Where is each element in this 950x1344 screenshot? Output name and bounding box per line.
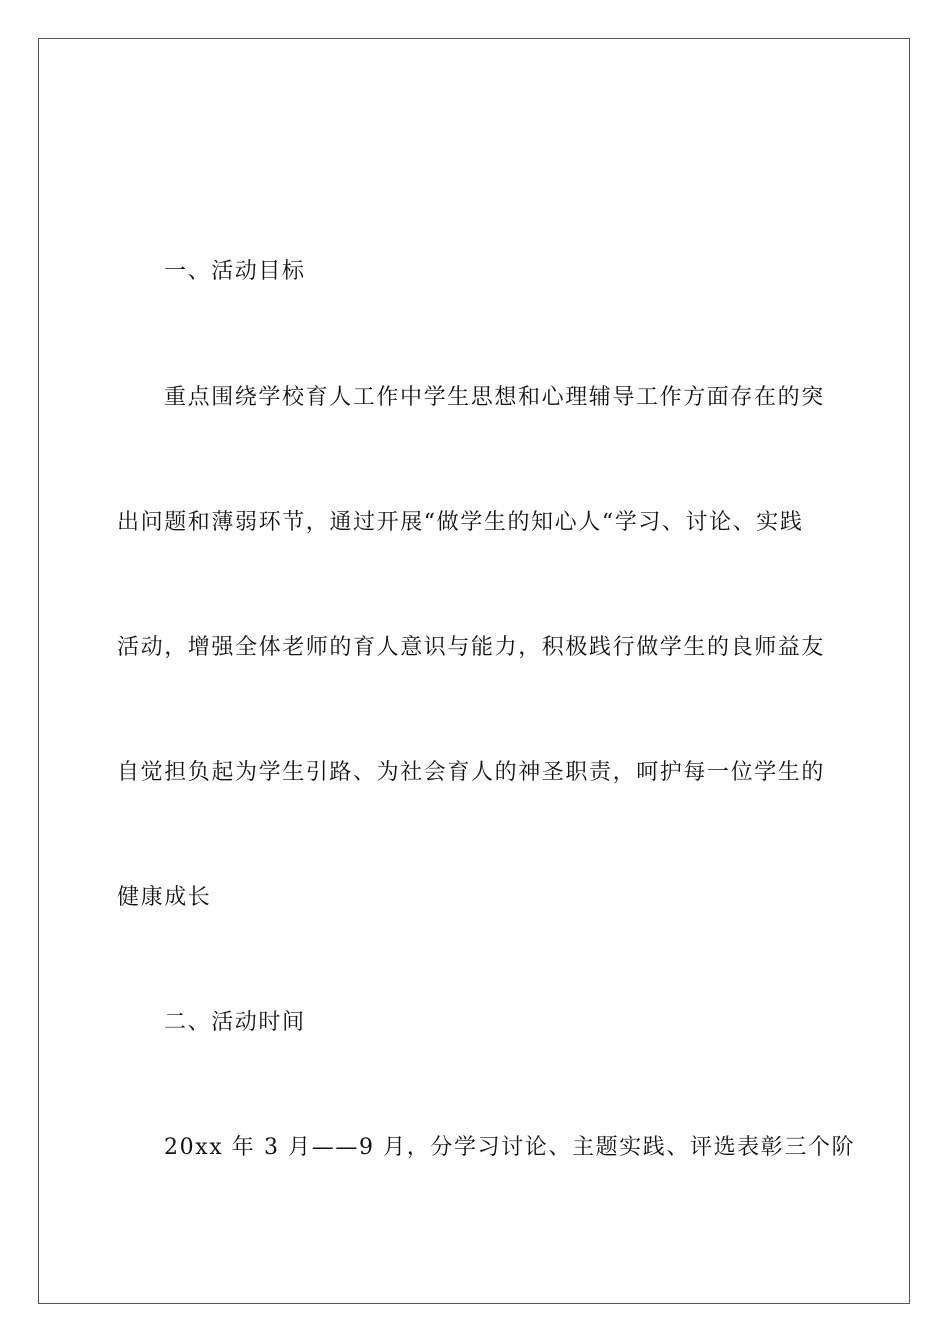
paragraph-line: 健康成长 (117, 885, 212, 910)
paragraph-line: 活动，增强全体老师的育人意识与能力，积极践行做学生的良师益友 (117, 635, 826, 660)
section-heading-time: 二、活动时间 (164, 1010, 306, 1035)
paragraph-line: 20xx 年 3 月——9 月，分学习讨论、主题实践、评选表彰三个阶 (164, 1135, 856, 1160)
page-border (38, 38, 910, 1304)
paragraph-line: 重点围绕学校育人工作中学生思想和心理辅导工作方面存在的突 (164, 385, 825, 410)
section-heading-goals: 一、活动目标 (164, 259, 306, 284)
paragraph-line: 自觉担负起为学生引路、为社会育人的神圣职责，呵护每一位学生的 (117, 760, 826, 785)
paragraph-line: 出问题和薄弱环节，通过开展“做学生的知心人“学习、讨论、实践 (117, 510, 804, 535)
